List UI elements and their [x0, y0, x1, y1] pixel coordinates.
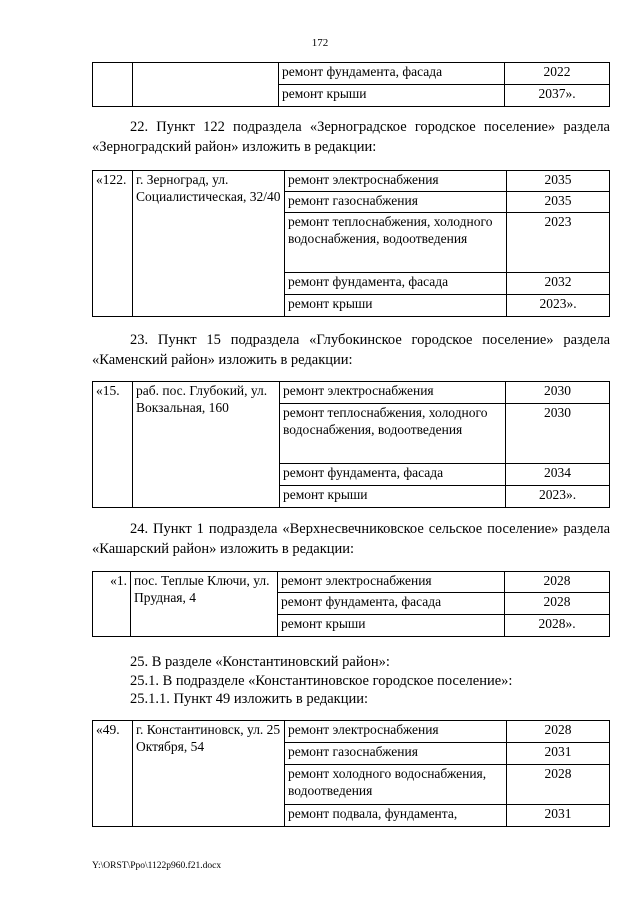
year-cell: 2034 [506, 464, 610, 486]
table-row [93, 572, 610, 593]
address-cell: пос. Теплые Ключи, ул. Прудная, 4 [131, 572, 278, 637]
number-cell: «15. [93, 382, 133, 508]
paragraph-25: 25. В разделе «Константиновский район»: [130, 654, 390, 670]
table-row [93, 171, 610, 192]
paragraph-23: 23. Пункт 15 подраздела «Глубокинское городское поселение» раздела «Каменский район» изложить в редакции: [92, 332, 610, 368]
year-cell: 2028 [505, 593, 610, 615]
year-cell: 2031 [507, 743, 610, 765]
paragraph-22: 22. Пункт 122 подраздела «Зерноградское городское поселение» раздела «Зерноградский район» изложить в редакции: [92, 119, 610, 155]
table-row [93, 382, 610, 404]
paragraph-24: 24. Пункт 1 подраздела «Верхнесвечниковское сельское поселение» раздела «Кашарский район» изложить в редакции: [92, 521, 610, 557]
work-cell: ремонт крыши [280, 486, 506, 508]
work-cell: ремонт фундамента, фасада [280, 464, 506, 486]
table-item-122 [92, 170, 610, 317]
year-cell: 2031 [507, 805, 610, 827]
work-cell: ремонт теплоснабжения, холодного водоснабжения, водоотведения [285, 213, 507, 273]
work-cell: ремонт фундамента, фасада [278, 593, 505, 615]
year-cell: 2028 [505, 572, 610, 593]
year-cell: 2028 [507, 721, 610, 743]
number-cell: «1. [93, 572, 131, 637]
work-cell: ремонт фундамента, фасада [279, 63, 505, 85]
table-item-49 [92, 720, 610, 827]
number-cell: «122. [93, 171, 133, 317]
year-cell: 2030 [506, 404, 610, 464]
work-cell: ремонт электроснабжения [280, 382, 506, 404]
year-cell: 2023». [507, 295, 610, 317]
work-cell: ремонт фундамента, фасада [285, 273, 507, 295]
year-cell: 2030 [506, 382, 610, 404]
year-cell: 2035 [507, 192, 610, 213]
work-cell: ремонт электроснабжения [285, 721, 507, 743]
year-cell: 2032 [507, 273, 610, 295]
table-continuation [92, 62, 610, 107]
table-item-1 [92, 571, 610, 637]
file-path-footer: Y:\ORST\Ppo\1122p960.f21.docx [92, 861, 222, 871]
work-cell: ремонт газоснабжения [285, 192, 507, 213]
number-cell: «49. [93, 721, 133, 827]
work-cell: ремонт электроснабжения [278, 572, 505, 593]
address-cell: г. Зерноград, ул. Социалистическая, 32/40 [133, 171, 285, 317]
work-cell: ремонт крыши [278, 615, 505, 637]
work-cell: ремонт электроснабжения [285, 171, 507, 192]
table-row [93, 721, 610, 743]
work-cell: ремонт крыши [279, 85, 505, 107]
year-cell: 2028 [507, 765, 610, 805]
page-number: 172 [311, 37, 329, 49]
address-cell [133, 63, 279, 107]
year-cell: 2035 [507, 171, 610, 192]
address-cell: раб. пос. Глубокий, ул. Вокзальная, 160 [133, 382, 280, 508]
table-row [93, 63, 610, 85]
paragraph-25-1-1: 25.1.1. Пункт 49 изложить в редакции: [130, 691, 369, 707]
paragraph-25-1: 25.1. В подразделе «Константиновское городское поселение»: [130, 673, 513, 689]
number-cell [93, 63, 133, 107]
year-cell: 2023». [506, 486, 610, 508]
table-item-15 [92, 381, 610, 508]
work-cell: ремонт теплоснабжения, холодного водоснабжения, водоотведения [280, 404, 506, 464]
work-cell: ремонт газоснабжения [285, 743, 507, 765]
year-cell: 2037». [505, 85, 610, 107]
year-cell: 2028». [505, 615, 610, 637]
work-cell: ремонт подвала, фундамента, [285, 805, 507, 827]
year-cell: 2022 [505, 63, 610, 85]
year-cell: 2023 [507, 213, 610, 273]
address-cell: г. Константиновск, ул. 25 Октября, 54 [133, 721, 285, 827]
work-cell: ремонт крыши [285, 295, 507, 317]
work-cell: ремонт холодного водоснабжения, водоотведения [285, 765, 507, 805]
